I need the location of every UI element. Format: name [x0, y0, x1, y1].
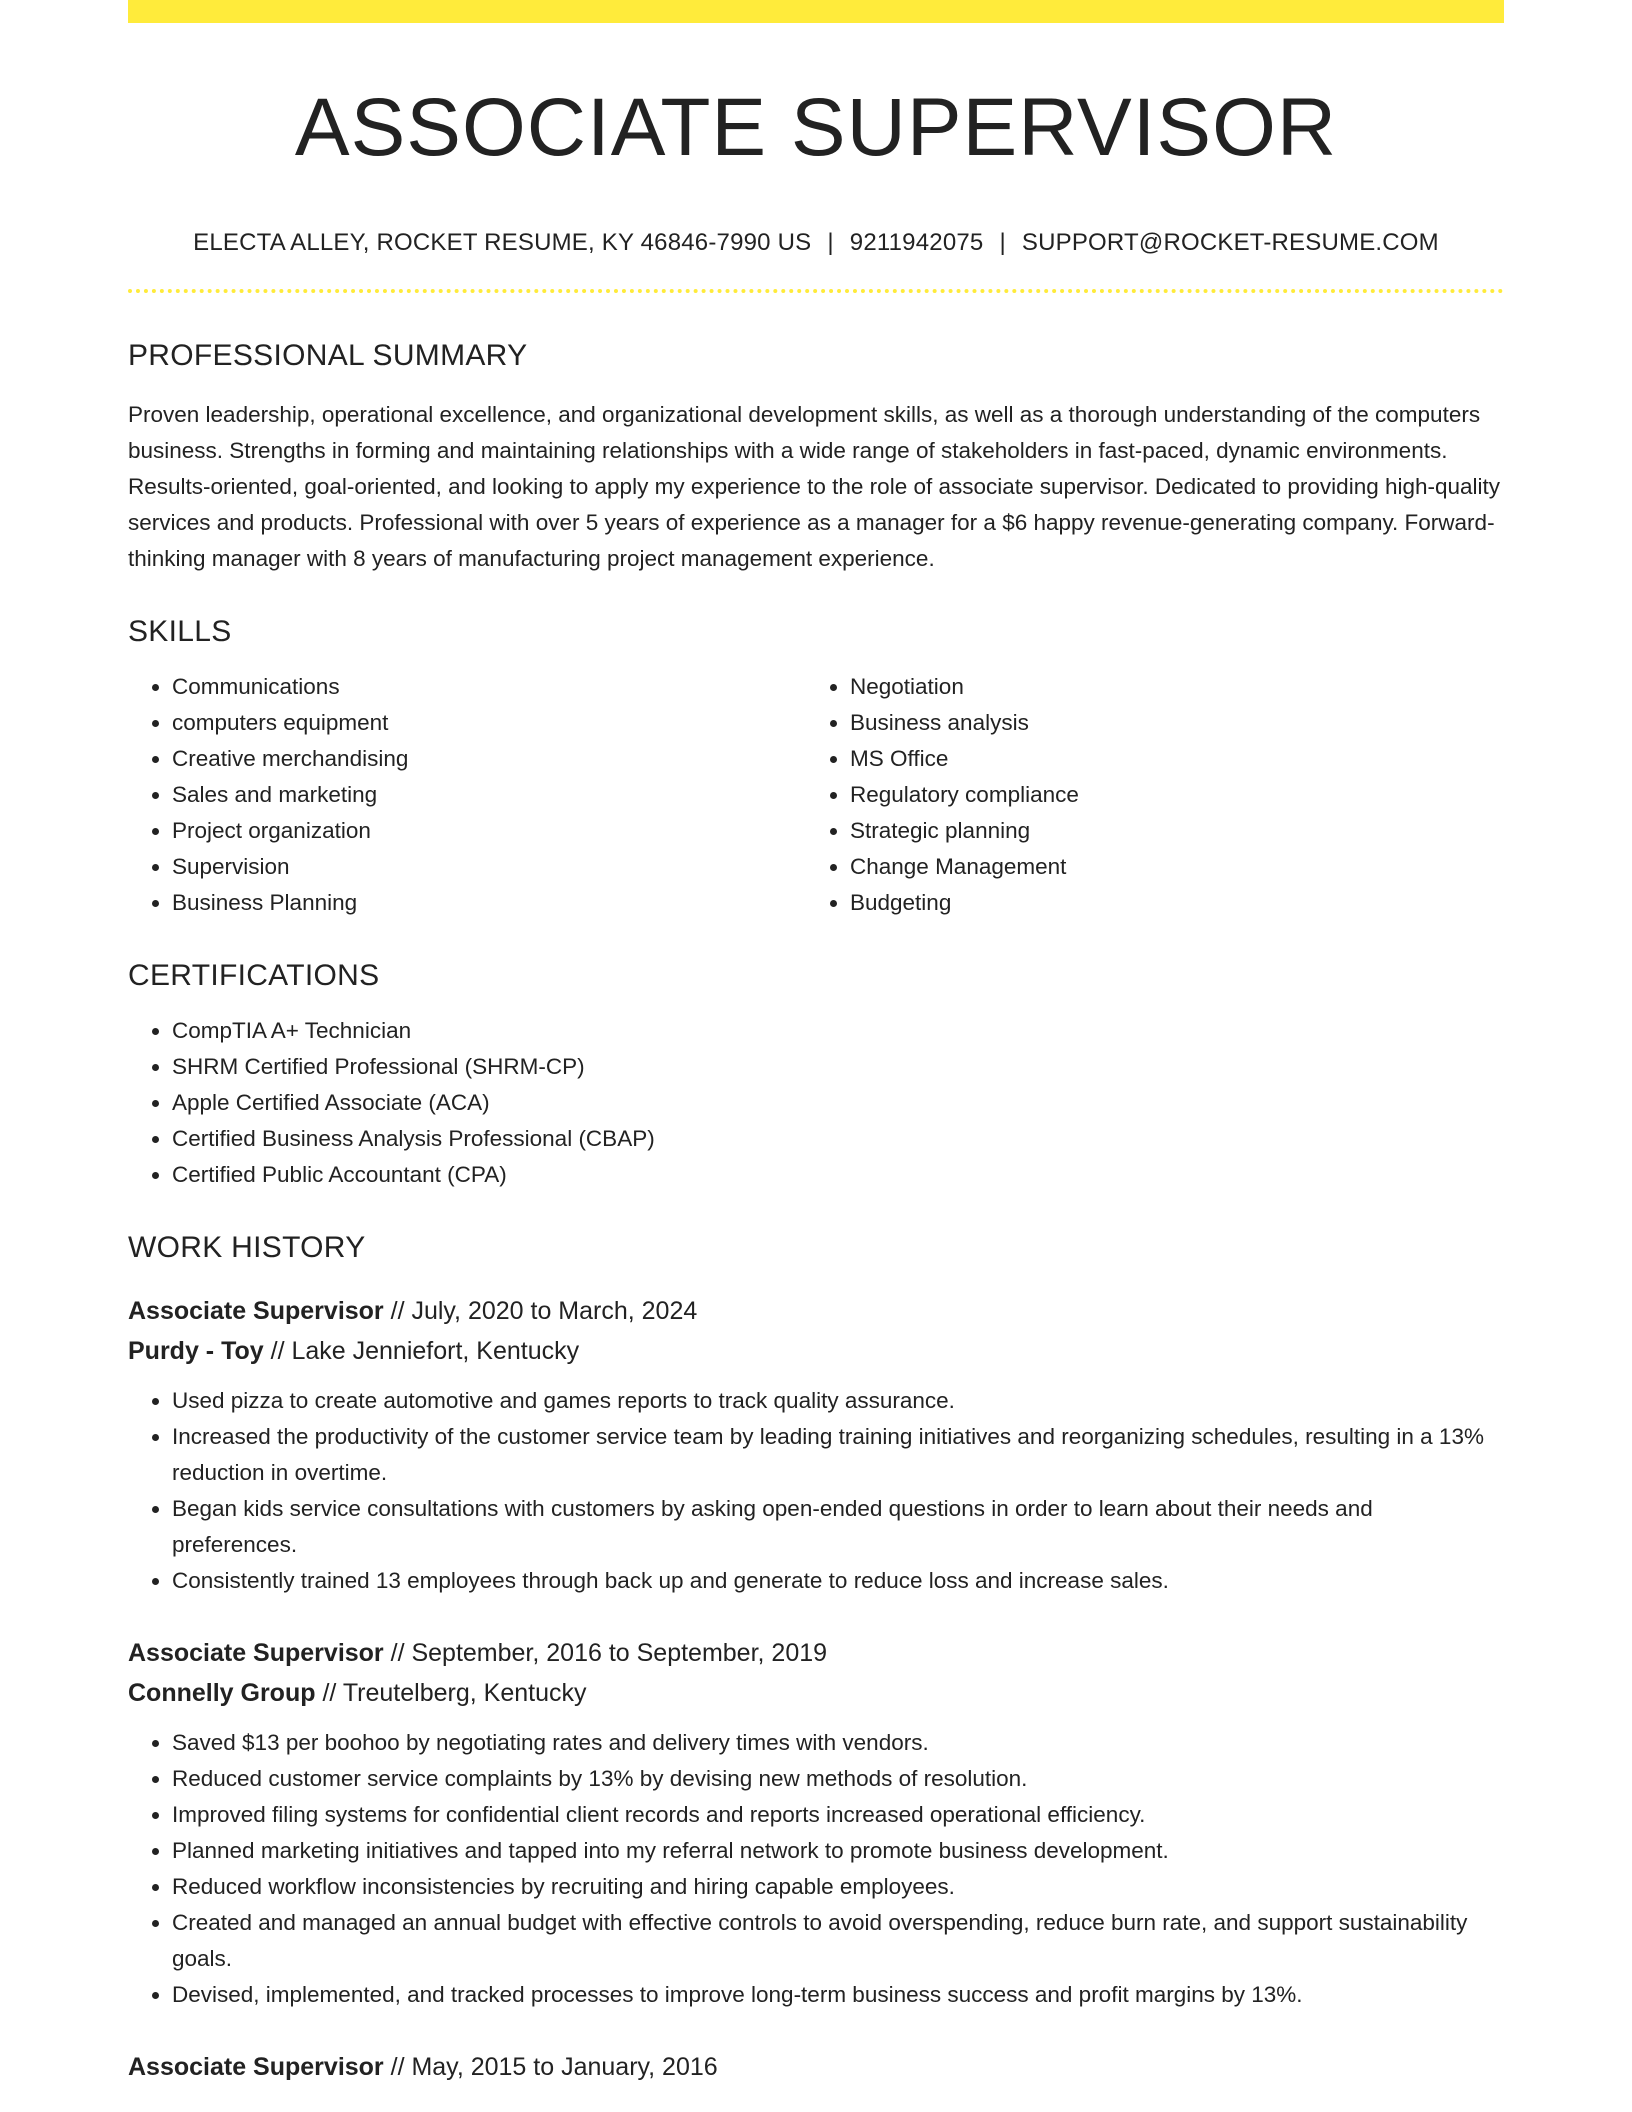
job-bullet: • Reduced customer service complaints by 13% by devising new methods of resolution. [172, 1761, 1504, 1797]
skills-column-right [806, 669, 1484, 921]
job-role-line [128, 1633, 1504, 1673]
skill-item: • Sales and marketing [172, 777, 806, 813]
job-role: Associate Supervisor [128, 1297, 384, 1326]
certification-item: • CompTIA A+ Technician [172, 1013, 1504, 1049]
certifications-heading: CERTIFICATIONS [128, 959, 380, 993]
skill-item: • Business analysis [850, 705, 1484, 741]
job-bullet: • Devised, implemented, and tracked processes to improve long-term business success and profit margins by 13%. [172, 1977, 1504, 2013]
contact-line [128, 229, 1504, 257]
job-bullet: • Reduced workflow inconsistencies by recruiting and hiring capable employees. [172, 1869, 1504, 1905]
skill-item: • Business Planning [172, 885, 806, 921]
certification-item: • SHRM Certified Professional (SHRM-CP) [172, 1049, 1504, 1085]
job-dates: // May, 2015 to January, 2016 [383, 2053, 718, 2082]
job-dates: // September, 2016 to September, 2019 [383, 1639, 828, 1668]
job-entry [128, 1291, 1504, 1599]
job-location: // Treutelberg, Kentucky [315, 1679, 587, 1708]
job-bullet: • Used pizza to create automotive and games reports to track quality assurance. [172, 1383, 1504, 1419]
skill-item: • Project organization [172, 813, 806, 849]
header-divider [128, 289, 1504, 293]
job-company-line [128, 1673, 1504, 1713]
job-role-line [128, 1291, 1504, 1331]
job-bullet: • Began kids service consultations with customers by asking open-ended questions in order to learn about their needs and preferences. [172, 1491, 1504, 1563]
job-bullet: • Improved filing systems for confidential client records and reports increased operational efficiency. [172, 1797, 1504, 1833]
certification-item: • Certified Public Accountant (CPA) [172, 1157, 1504, 1193]
job-bullet: • Planned marketing initiatives and tapped into my referral network to promote business development. [172, 1833, 1504, 1869]
certification-item: • Certified Business Analysis Professional (CBAP) [172, 1121, 1504, 1157]
skill-item: • Supervision [172, 849, 806, 885]
job-role: Associate Supervisor [128, 1639, 384, 1668]
job-bullet: • Increased the productivity of the customer service team by leading training initiatives and reorganizing schedules, resulting in a 13% reduction in overtime. [172, 1419, 1504, 1491]
resume-page [128, 0, 1504, 2087]
address: ELECTA ALLEY, ROCKET RESUME, KY 46846-7990 US [193, 229, 812, 257]
job-entry [128, 1633, 1504, 2013]
job-company: Purdy - Toy [128, 1337, 264, 1366]
job-bullet: • Saved $13 per boohoo by negotiating rates and delivery times with vendors. [172, 1725, 1504, 1761]
skill-item: • Creative merchandising [172, 741, 806, 777]
skill-item: • computers equipment [172, 705, 806, 741]
skill-item: • Strategic planning [850, 813, 1484, 849]
skills-column-left [128, 669, 806, 921]
job-company: Connelly Group [128, 1679, 316, 1708]
certifications-list [128, 1013, 1504, 1193]
phone: 9211942075 [849, 229, 984, 257]
job-bullet: • Consistently trained 13 employees through back up and generate to reduce loss and increase sales. [172, 1563, 1504, 1599]
skill-item: • Budgeting [850, 885, 1484, 921]
summary-text: Proven leadership, operational excellence, and organizational development skills, as well as a thorough understanding of the computers business. Strengths in forming and maintaining relationships with a wide range of stakeholders in fast-paced, dynamic environments. Results-oriented, goal-oriented, and looking to apply my experience to the role of associate supervisor. Dedicated to providing high-quality services and products. Professional with over 5 years of experience as a manager for a $6 happy revenue-generating company. Forward-thinking manager with 8 years of manufacturing project management experience. [128, 402, 1501, 572]
job-entry [128, 2047, 1504, 2087]
job-role-line [128, 2047, 1504, 2087]
job-role: Associate Supervisor [128, 2053, 384, 2082]
resume-title: ASSOCIATE SUPERVISOR [294, 82, 1338, 173]
work-history-heading: WORK HISTORY [128, 1231, 366, 1265]
certification-item: • Apple Certified Associate (ACA) [172, 1085, 1504, 1121]
job-company-line [128, 1331, 1504, 1371]
skills-heading: SKILLS [128, 615, 232, 649]
skill-item: • Negotiation [850, 669, 1484, 705]
summary-heading: PROFESSIONAL SUMMARY [128, 339, 528, 373]
email: SUPPORT@ROCKET-RESUME.COM [1021, 229, 1439, 257]
job-bullets [128, 1725, 1504, 2013]
job-dates: // July, 2020 to March, 2024 [383, 1297, 698, 1326]
skill-item: • MS Office [850, 741, 1484, 777]
skill-item: • Change Management [850, 849, 1484, 885]
job-bullets [128, 1383, 1504, 1599]
skill-item: • Communications [172, 669, 806, 705]
skills-list [128, 669, 1504, 921]
job-bullet: • Created and managed an annual budget with effective controls to avoid overspending, reduce burn rate, and support sustainability goals. [172, 1905, 1504, 1977]
job-location: // Lake Jenniefort, Kentucky [263, 1337, 580, 1366]
contact-separator: | [999, 229, 1006, 257]
top-accent-bar [128, 0, 1504, 23]
skill-item: • Regulatory compliance [850, 777, 1484, 813]
contact-separator: | [827, 229, 834, 257]
